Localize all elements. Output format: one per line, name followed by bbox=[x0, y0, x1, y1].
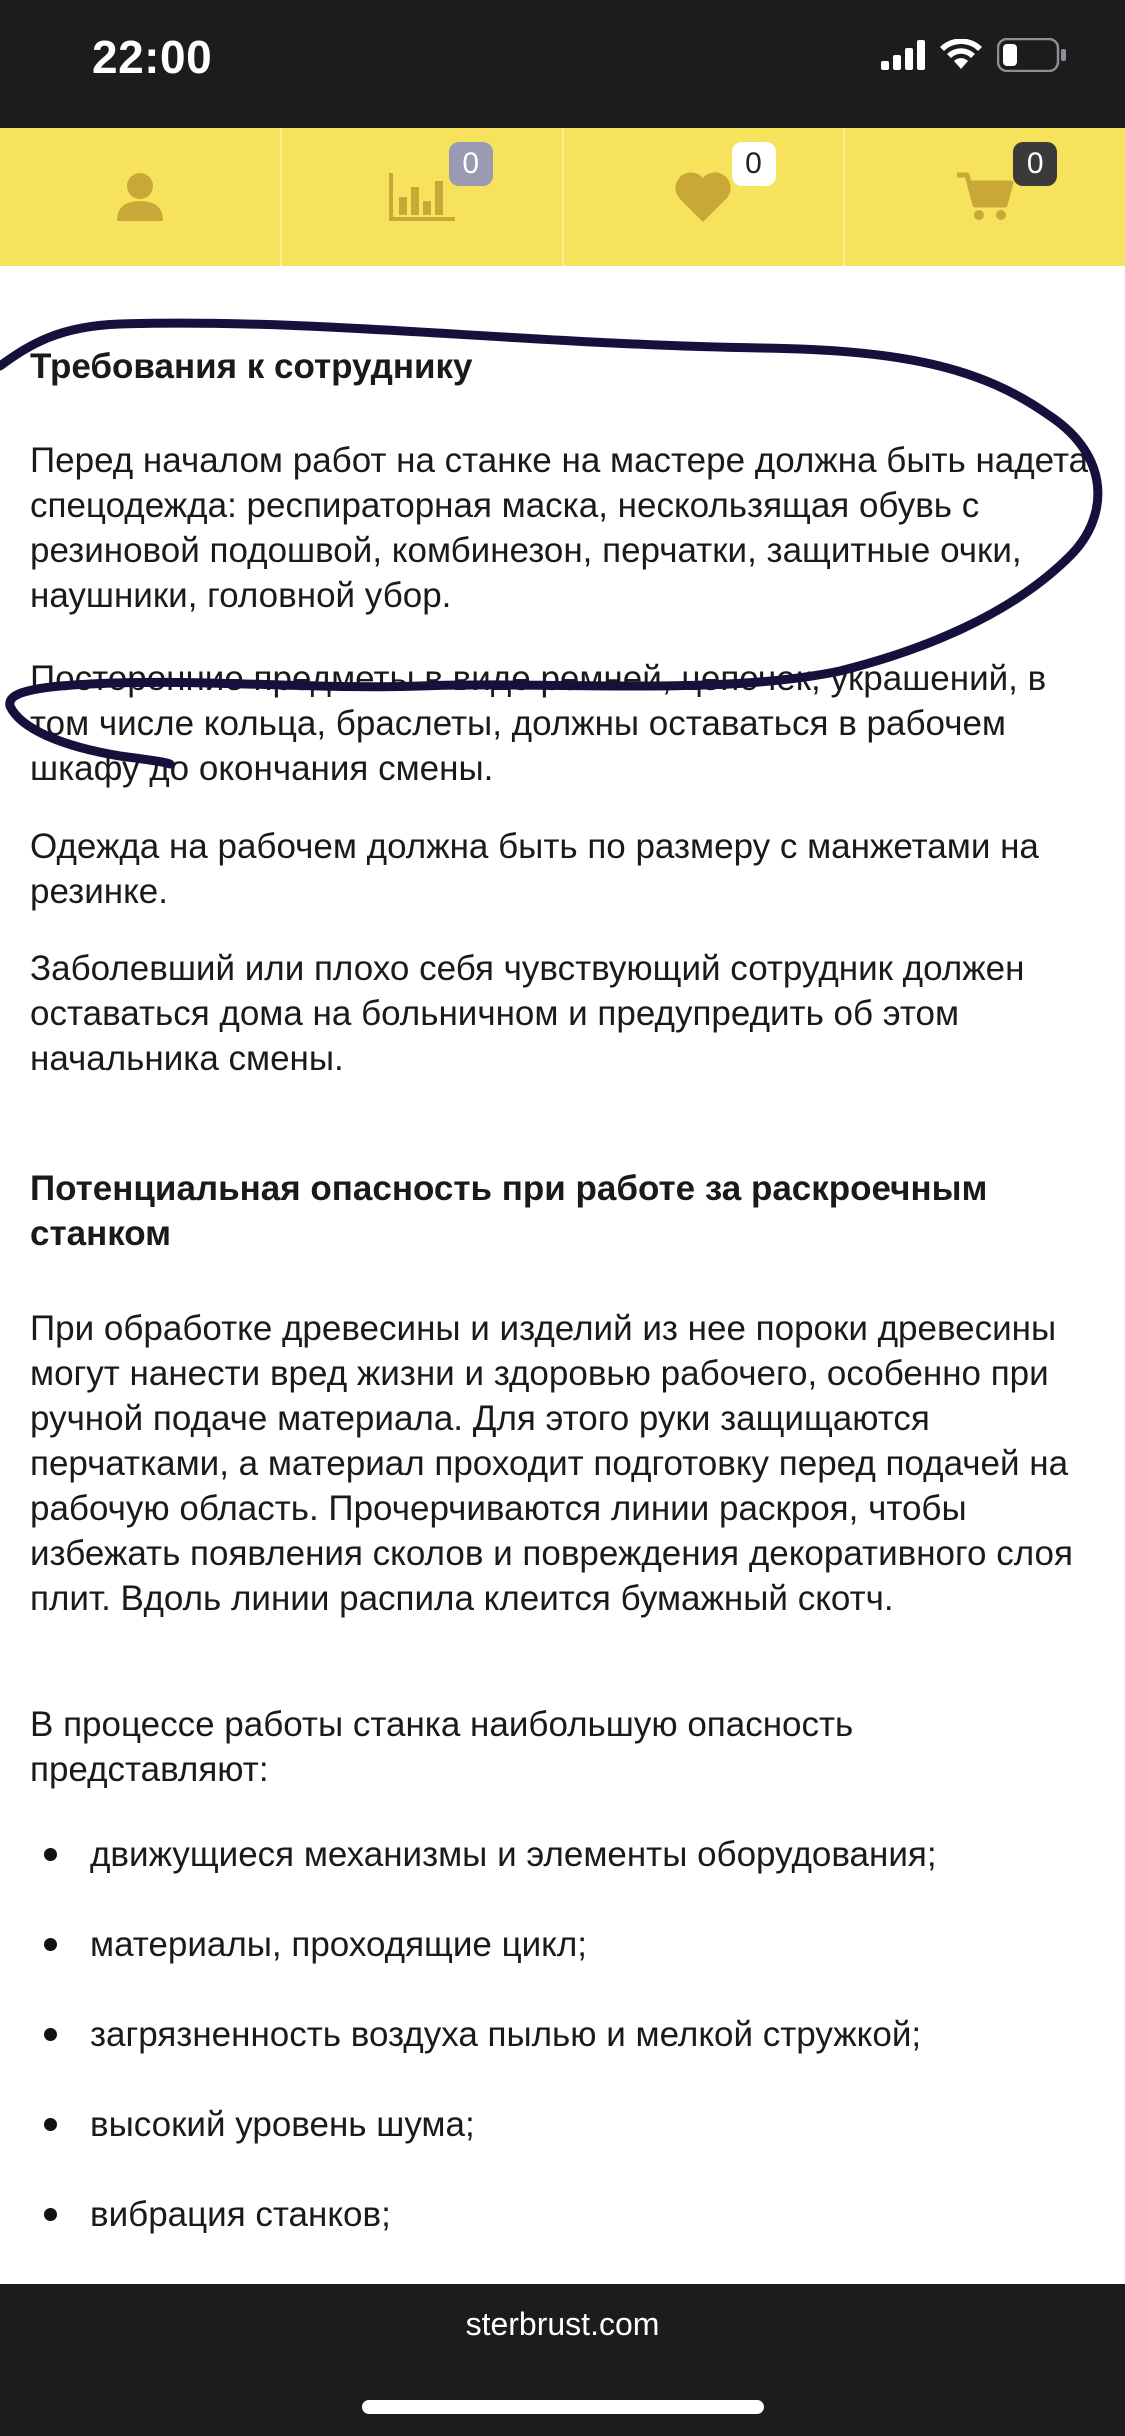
cart-badge: 0 bbox=[1013, 142, 1057, 186]
home-indicator[interactable] bbox=[362, 2400, 764, 2414]
paragraph-sick-employee: Заболевший или плохо себя чувствующий сотрудник должен оставаться дома на больничном и предупредить об этом начальника смены. bbox=[30, 949, 1025, 1078]
bullet-icon bbox=[44, 1848, 57, 1861]
status-time: 22:00 bbox=[92, 31, 213, 83]
list-item: вибрация станков; bbox=[30, 2192, 1100, 2282]
paragraph-hazards-intro: В процессе работы станка наибольшую опасность представляют: bbox=[30, 1705, 854, 1789]
url-label[interactable]: sterbrust.com bbox=[465, 2306, 660, 2342]
bar-chart-icon bbox=[387, 171, 457, 223]
user-icon bbox=[115, 171, 165, 223]
hazards-list bbox=[30, 1832, 1100, 2282]
wifi-icon bbox=[939, 39, 983, 71]
bullet-icon bbox=[44, 2208, 57, 2221]
toolbar-cart[interactable] bbox=[845, 128, 1125, 266]
favorites-badge: 0 bbox=[732, 142, 776, 186]
toolbar-compare[interactable] bbox=[282, 128, 564, 266]
toolbar-user[interactable] bbox=[0, 128, 282, 266]
compare-badge: 0 bbox=[449, 142, 493, 186]
paragraph-workwear: Перед началом работ на станке на мастере должна быть надета спецодежда: респираторная маска, нескользящая обувь с резиновой подошвой, комбинезон, перчатки, защитные очки, наушники, головной убор. bbox=[30, 441, 1089, 615]
bullet-icon bbox=[44, 1938, 57, 1951]
list-item: загрязненность воздуха пылью и мелкой стружкой; bbox=[30, 2012, 1100, 2102]
paragraph-clothing-size: Одежда на рабочем должна быть по размеру с манжетами на резинке. bbox=[30, 827, 1039, 911]
status-icons bbox=[881, 38, 1067, 72]
section-title-hazards: Потенциальная опасность при работе за раскроечным станком bbox=[30, 1169, 988, 1253]
article-content bbox=[0, 266, 1125, 2284]
status-bar bbox=[0, 0, 1125, 128]
cart-icon bbox=[955, 171, 1015, 223]
cellular-signal-icon bbox=[881, 40, 925, 70]
top-toolbar bbox=[0, 128, 1125, 266]
paragraph-wood-processing: При обработке древесины и изделий из нее пороки древесины могут нанести вред жизни и здоровью рабочего, особенно при ручной подаче материала. Для этого руки защищаются перчатками, а материал проходит подготовку перед подачей на рабочую область. Прочерчиваются линии раскроя, чтобы избежать появления сколов и повреждения декоративного слоя плит. Вдоль линии распила клеится бумажный скотч. bbox=[30, 1309, 1073, 1618]
browser-bottom-bar bbox=[0, 2284, 1125, 2436]
toolbar-favorites[interactable] bbox=[564, 128, 846, 266]
paragraph-foreign-items: Посторонние предметы в виде ремней, цепочек, украшений, в том числе кольца, браслеты, должны оставаться в рабочем шкафу до окончания смены. bbox=[30, 659, 1047, 788]
section-title-requirements: Требования к сотруднику bbox=[30, 347, 473, 386]
bullet-icon bbox=[44, 2028, 57, 2041]
list-item: материалы, проходящие цикл; bbox=[30, 1922, 1100, 2012]
bullet-icon bbox=[44, 2118, 57, 2131]
list-item: высокий уровень шума; bbox=[30, 2102, 1100, 2192]
heart-icon bbox=[673, 170, 733, 224]
list-item: движущиеся механизмы и элементы оборудования; bbox=[30, 1832, 1100, 1922]
battery-icon bbox=[997, 38, 1067, 72]
